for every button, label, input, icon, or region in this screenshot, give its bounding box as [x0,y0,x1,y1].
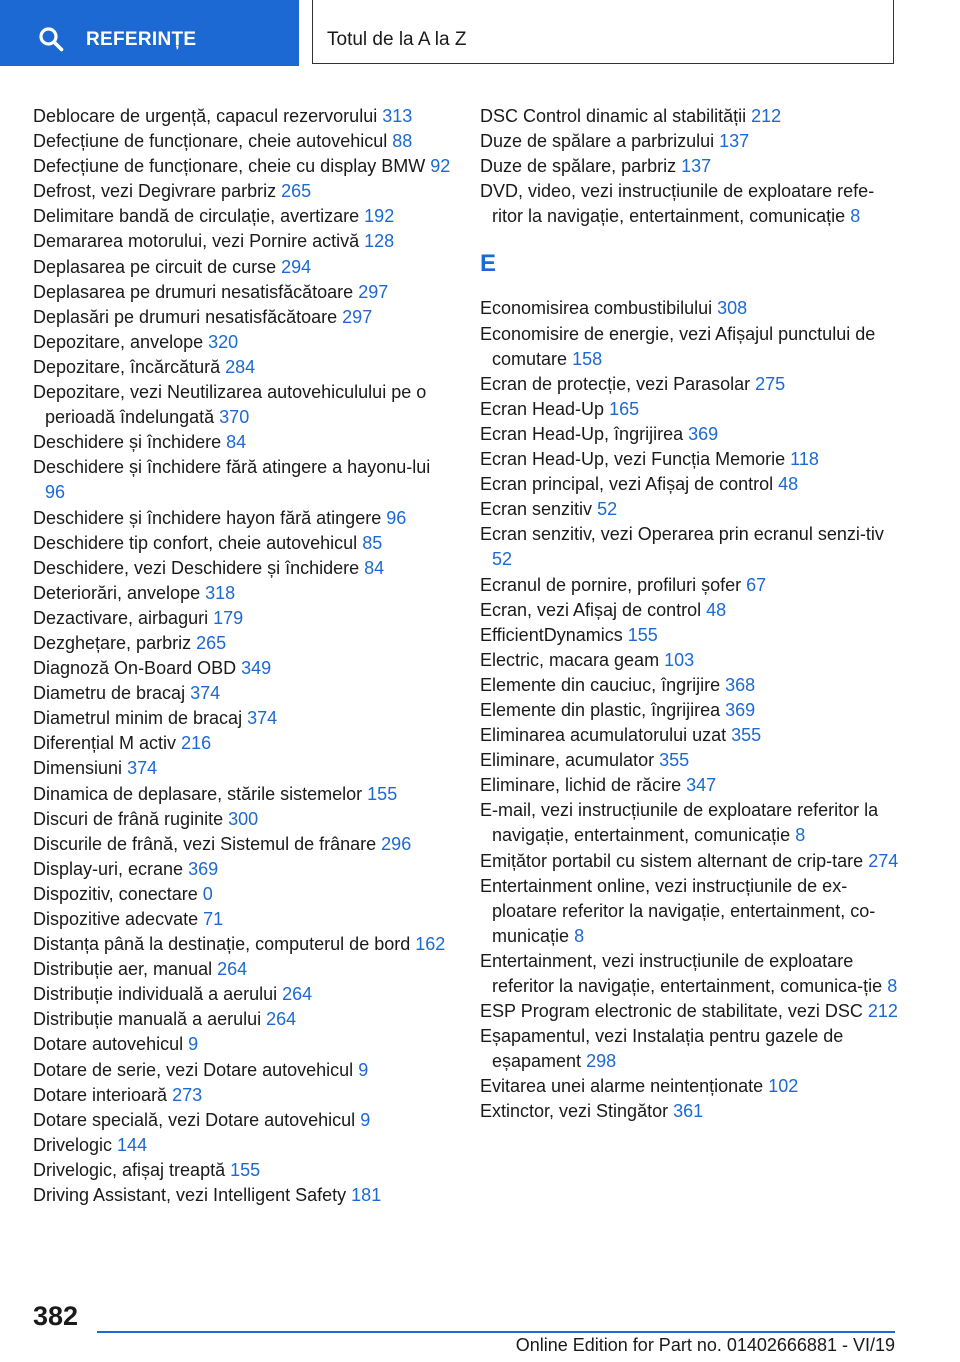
index-entry-text: Depozitare, vezi Neutilizarea autovehiculului pe o perioadă îndelungată [33,382,427,428]
page-reference-link[interactable]: 284 [225,356,256,377]
page-reference-link[interactable]: 265 [281,181,312,202]
page-reference-link[interactable]: 265 [196,632,227,653]
page-reference-link[interactable]: 264 [217,959,248,980]
index-entry-text: Dezghețare, parbriz [33,632,192,653]
page-reference-link[interactable]: 84 [364,557,385,578]
index-entry [33,1108,453,1133]
section-header[interactable] [312,0,894,64]
page-reference-link[interactable]: 216 [181,733,212,754]
page-reference-link[interactable]: 181 [351,1185,382,1206]
index-entry-text: Deplasări pe drumuri nesatisfăcătoare [33,306,338,327]
index-entry-text: Eșapamentul, vezi Instalația pentru gazele de eșapament [480,1026,844,1072]
index-entry [480,179,900,229]
index-entry [480,1099,900,1124]
index-entry-text: Elemente din plastic, îngrijirea [480,699,721,720]
index-entry [480,723,900,748]
page-reference-link[interactable]: 9 [358,1059,369,1080]
page-reference-link[interactable]: 9 [360,1109,371,1130]
index-entry [480,472,900,497]
index-entry [480,773,900,798]
index-entry [480,154,900,179]
index-entry-text: Delimitare bandă de circulație, avertizare [33,206,360,227]
index-entry [33,280,453,305]
page-reference-link[interactable]: 84 [226,432,247,453]
index-entry [33,154,453,179]
index-entry-text: Distribuție aer, manual [33,959,213,980]
page-reference-link[interactable]: 347 [686,775,717,796]
page-reference-link[interactable]: 162 [415,934,446,955]
page-reference-link[interactable]: 137 [719,131,750,152]
index-entry [33,255,453,280]
page-reference-link[interactable]: 298 [586,1051,617,1072]
page-reference-link[interactable]: 212 [751,106,782,126]
page-reference-link[interactable]: 318 [205,582,236,603]
index-entry [480,673,900,698]
page-reference-link[interactable]: 294 [281,256,312,277]
page-reference-link[interactable]: 88 [392,131,413,152]
page-reference-link[interactable]: 128 [364,231,395,252]
page-reference-link[interactable]: 212 [867,1001,898,1022]
index-entry-text: Electric, macara geam [480,649,660,670]
index-column-left [33,104,453,1208]
page-reference-link[interactable]: 8 [887,976,898,996]
index-entry-text: Ecran Head-Up, vezi Funcția Memorie [480,449,786,470]
page-reference-link[interactable]: 369 [688,423,719,444]
index-entry [33,1183,453,1208]
index-entry [480,104,900,129]
page-reference-link[interactable]: 92 [430,156,451,177]
index-entry-text: Dinamica de deplasare, stările sistemelor [33,783,363,804]
index-entry [33,631,453,656]
index-entry-text: Dotare interioară [33,1084,168,1105]
page-reference-link[interactable]: 85 [362,532,383,553]
index-entry [480,1074,900,1099]
page-reference-link[interactable]: 155 [627,624,658,645]
page-reference-link[interactable]: 369 [188,858,219,879]
index-entry-text: Ecran principal, vezi Afișaj de control [480,474,774,495]
index-entry-text: Drivelogic [33,1134,113,1155]
index-entry [480,999,900,1024]
index-entry-text: Depozitare, încărcătură [33,356,221,377]
index-entry-text: Deschidere și închidere fără atingere a hayonu-lui [33,457,431,478]
page-reference-link[interactable]: 67 [746,574,767,595]
index-entry-text: Deblocare de urgență, capacul rezervorului [33,106,378,126]
index-entry [480,698,900,723]
index-entry [33,556,453,581]
index-entry-text: Eliminarea acumulatorului uzat [480,725,727,746]
index-entry-text: Deteriorări, anvelope [33,582,201,603]
index-entry [33,330,453,355]
page-reference-link[interactable]: 9 [188,1034,199,1055]
page-reference-link[interactable]: 103 [664,649,695,670]
page-reference-link[interactable]: 8 [795,825,806,846]
index-entry [33,1133,453,1158]
references-tab-label: REFERINȚE [86,29,197,50]
index-entry-text: Eliminare, acumulator [480,750,655,771]
index-entry [480,397,900,422]
page-reference-link[interactable]: 273 [172,1084,203,1105]
index-entry-text: Ecran de protecție, vezi Parasolar [480,373,751,394]
index-entry [33,907,453,932]
page-reference-link[interactable]: 370 [219,407,250,428]
index-column-right [480,104,900,1125]
page-reference-link[interactable]: 118 [790,449,819,470]
index-entry [33,430,453,455]
page-reference-link[interactable]: 300 [228,808,259,829]
index-entry [33,506,453,531]
page-reference-link[interactable]: 48 [706,599,727,620]
index-entry-text: Duze de spălare, parbriz [480,156,677,177]
page-reference-link[interactable]: 275 [755,373,786,394]
page-reference-link[interactable]: 52 [492,549,513,570]
index-entry [480,573,900,598]
index-entry-text: Emițător portabil cu sistem alternant de crip-tare [480,850,864,871]
index-entry [480,798,900,848]
index-entry [33,179,453,204]
index-entry-text: Entertainment online, vezi instrucțiunile de ex-ploatare referitor la navigație, entertainment, co-municație [480,875,876,946]
index-entry [480,598,900,623]
page-reference-link[interactable]: 102 [768,1076,799,1097]
page-reference-link[interactable]: 48 [778,474,799,495]
index-entry [33,957,453,982]
index-entry [33,731,453,756]
page-reference-link[interactable]: 8 [574,925,585,946]
index-entry-text: Economisire de energie, vezi Afișajul punctului de comutare [480,323,876,369]
index-entry-text: Driving Assistant, vezi Intelligent Safety [33,1185,347,1206]
index-entry-text: Deplasarea pe circuit de curse [33,256,277,277]
page-reference-link[interactable]: 52 [597,499,618,520]
index-entry [33,656,453,681]
index-entry [33,932,453,957]
page-reference-link[interactable]: 355 [659,750,690,771]
index-entry-text: Diferențial M activ [33,733,177,754]
page-reference-link[interactable]: 96 [386,507,407,528]
index-entry-text: Ecran, vezi Afișaj de control [480,599,702,620]
index-entry-text: Ecran Head-Up [480,398,605,419]
page-reference-link[interactable]: 179 [213,607,244,628]
index-entry-text: Dispozitive adecvate [33,909,199,929]
page-reference-link[interactable]: 96 [45,482,66,503]
page-reference-link[interactable]: 320 [208,331,239,352]
index-entry-text: Deschidere și închidere hayon fără atingere [33,507,382,528]
index-entry [33,807,453,832]
index-entry-text: Deschidere, vezi Deschidere și închidere [33,557,360,578]
index-entry [33,229,453,254]
page-reference-link[interactable]: 313 [382,106,413,126]
section-title: Totul de la A la Z [327,29,467,50]
index-entry-text: Deschidere tip confort, cheie autovehicul [33,532,358,553]
index-entry [33,706,453,731]
index-entry-text: DSC Control dinamic al stabilității [480,106,747,126]
index-entry [33,531,453,556]
index-entry-text: Entertainment, vezi instrucțiunile de exploatare referitor la navigație, entertainment, comunica-ție [480,950,883,996]
index-entry [480,1024,900,1074]
index-entry-text: Dispozitiv, conectare [33,883,203,904]
index-entry-text: Evitarea unei alarme neintenționate [480,1076,764,1097]
index-entry-text: Ecran senzitiv [480,499,593,520]
index-entry [480,648,900,673]
index-entry-text: Elemente din cauciuc, îngrijire [480,674,721,695]
index-entry-text: E-mail, vezi instrucțiunile de exploatare referitor la navigație, entertainment, comunicație [480,800,879,846]
index-entry [33,104,453,129]
index-entry [480,874,900,949]
index-entry [480,949,900,999]
index-entry [33,681,453,706]
index-entry-text: DVD, video, vezi instrucțiunile de exploatare refe-ritor la navigație, entertainment, comunicație [480,181,875,227]
index-entry [480,422,900,447]
page-reference-link[interactable]: 368 [725,674,756,695]
index-entry [33,1058,453,1083]
index-entry [480,129,900,154]
page-reference-link[interactable]: 374 [127,758,158,779]
page-reference-link[interactable]: 71 [203,909,224,929]
index-entry [480,522,900,572]
page-reference-link[interactable]: 374 [190,683,221,704]
index-entry [480,372,900,397]
index-entry-text: Discurile de frână, vezi Sistemul de frânare [33,833,377,854]
index-entry-text: Dotare autovehicul [33,1034,184,1055]
index-entry-text: Dimensiuni [33,758,123,779]
index-entry-text: Defecțiune de funcționare, cheie cu display BMW [33,156,426,177]
index-entry-text: EfficientDynamics [480,624,623,645]
references-tab[interactable] [0,0,299,66]
footer-divider [97,1331,895,1333]
index-entry-text: Economisirea combustibilului [480,298,713,319]
index-entry-text: Discuri de frână ruginite [33,808,224,829]
page-reference-link[interactable]: 349 [241,658,272,679]
index-entry-text: Depozitare, anvelope [33,331,204,352]
index-entry [33,1083,453,1108]
page-reference-link[interactable]: 369 [725,699,756,720]
index-entry [33,204,453,229]
index-entry [480,296,900,321]
index-entry-text: Diagnoză On-Board OBD [33,658,237,679]
index-entry [33,1032,453,1057]
page-reference-link[interactable]: 192 [364,206,395,227]
page-reference-link[interactable]: 297 [342,306,373,327]
page-reference-link[interactable]: 361 [673,1101,704,1122]
page-reference-link[interactable]: 8 [850,206,861,227]
index-entry-text: Distribuție manuală a aerului [33,1009,262,1030]
page-reference-link[interactable]: 296 [381,833,412,854]
index-entry-text: Defrost, vezi Degivrare parbriz [33,181,277,202]
index-entry [480,322,900,372]
index-entry [33,782,453,807]
index-entry [33,455,453,505]
index-entry [480,623,900,648]
page-reference-link[interactable]: 0 [202,883,213,904]
page-reference-link[interactable]: 308 [717,298,748,319]
index-entry-text: Diametru de bracaj [33,683,186,704]
index-entry-text: Deschidere și închidere [33,432,222,453]
index-entry-text: Ecran senzitiv, vezi Operarea prin ecranul senzi-tiv [480,524,884,545]
index-entry-text: Distribuție individuală a aerului [33,984,278,1005]
page-reference-link[interactable]: 264 [282,984,313,1005]
page-reference-link[interactable]: 155 [367,783,398,804]
index-entry-text: Distanța până la destinație, computerul de bord [33,934,411,955]
index-entry-text: Eliminare, lichid de răcire [480,775,682,796]
index-entry [33,305,453,330]
page-reference-link[interactable]: 264 [266,1009,297,1030]
index-entry [33,1007,453,1032]
index-entry [33,129,453,154]
page-reference-link[interactable]: 137 [681,156,712,177]
index-entry-text: Demararea motorului, vezi Pornire activă [33,231,360,252]
index-entry [480,497,900,522]
page-reference-link[interactable]: 355 [731,725,762,746]
index-entry [480,748,900,773]
index-entry-text: ESP Program electronic de stabilitate, vezi DSC [480,1001,863,1022]
index-entry [33,832,453,857]
index-entry [33,982,453,1007]
index-entry-text: Dotare de serie, vezi Dotare autovehicul [33,1059,354,1080]
index-entry [33,606,453,631]
index-entry [33,1158,453,1183]
index-entry [480,447,900,472]
page-reference-link[interactable]: 144 [117,1134,148,1155]
index-entry-text: Diametrul minim de bracaj [33,708,243,729]
page-reference-link[interactable]: 274 [868,850,899,871]
page-number: 382 [33,1301,79,1331]
page-reference-link[interactable]: 158 [572,348,603,369]
index-entry [33,581,453,606]
index-entry-text: Dezactivare, airbaguri [33,607,209,628]
edition-footer: Online Edition for Part no. 01402666881 - VI/19 [515,1335,895,1355]
index-entry [33,857,453,882]
index-entry [480,849,900,874]
index-entry-text: Extinctor, vezi Stingător [480,1101,669,1122]
index-entry [33,380,453,430]
index-entry-text: Duze de spălare a parbrizului [480,131,715,152]
page-reference-link[interactable]: 297 [358,281,389,302]
index-entry-text: Ecran Head-Up, îngrijirea [480,423,684,444]
index-entry [33,756,453,781]
index-entry-text: Ecranul de pornire, profiluri șofer [480,574,742,595]
index-entry-text: Deplasarea pe drumuri nesatisfăcătoare [33,281,354,302]
index-entry-text: Dotare specială, vezi Dotare autovehicul [33,1109,356,1130]
section-letter: E [480,250,497,278]
index-entry-text: Display-uri, ecrane [33,858,184,879]
index-entry [33,882,453,907]
index-entry-text: Drivelogic, afișaj treaptă [33,1159,226,1180]
index-entry-text: Defecțiune de funcționare, cheie autovehicul [33,131,388,152]
index-entry [33,355,453,380]
search-icon [38,26,64,52]
page-reference-link[interactable]: 165 [609,398,640,419]
page-reference-link[interactable]: 374 [247,708,278,729]
page-reference-link[interactable]: 155 [230,1159,261,1180]
